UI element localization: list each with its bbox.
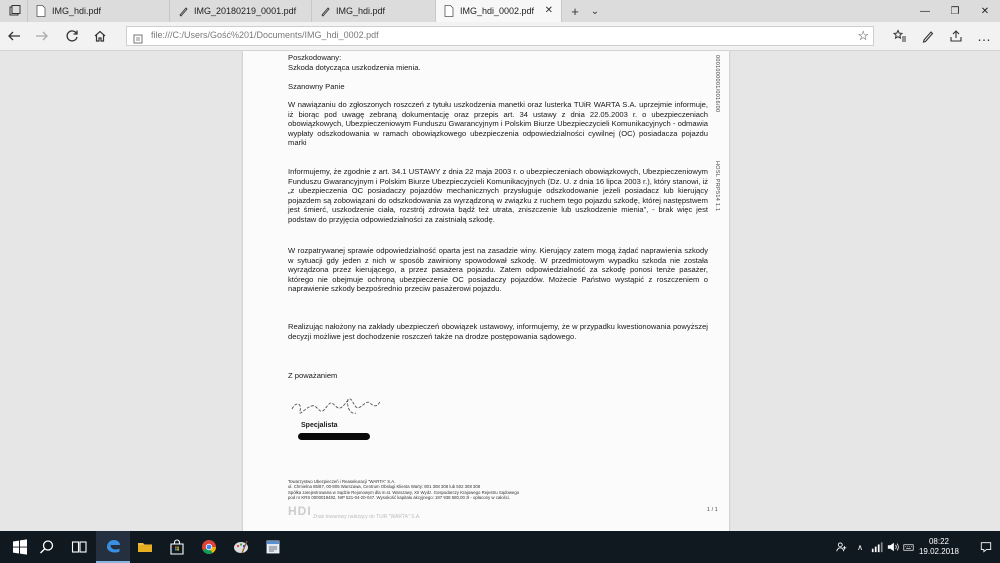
search-button[interactable] (30, 531, 64, 563)
task-view-icon (71, 539, 87, 555)
tab-img-hdi-1[interactable] (28, 0, 170, 22)
minimize-button[interactable]: — (920, 5, 930, 17)
paint-palette-icon (233, 539, 249, 555)
window-app-icon (265, 539, 281, 555)
clock-date: 19.02.2018 (918, 547, 960, 556)
footer-line: Towarzystwo Ubezpieczeń i Reasekuracji "WARTA" S.A. (288, 479, 396, 484)
pdf-page (243, 51, 729, 531)
back-arrow-icon (7, 29, 21, 43)
chrome-icon (201, 539, 217, 555)
recipient-label: Poszkodowany: (288, 53, 342, 62)
person-icon (836, 541, 848, 553)
pen-icon (178, 5, 188, 17)
tab-actions-button[interactable] (0, 0, 28, 22)
tab-preview-icon (9, 5, 21, 17)
close-tab-icon[interactable]: ✕ (544, 5, 553, 16)
back-button[interactable] (4, 26, 24, 46)
letter-greeting: Szanowny Panie (288, 82, 345, 91)
restore-button[interactable]: ❐ (950, 5, 960, 17)
search-icon (39, 539, 55, 555)
footer-line: Spółka zarejestrowana w Sądzie Rejonowym dla m.st. Warszawy, XII Wydz. Gospodarczy Krajowego Rejestru Sądowego (288, 489, 520, 495)
redaction-bar (298, 433, 370, 440)
tab-img-20180219[interactable] (170, 0, 312, 22)
action-center-button[interactable] (978, 531, 994, 563)
notes-button[interactable] (918, 26, 938, 46)
tab-list-chevron-icon[interactable]: ⌄ (590, 5, 600, 17)
footer-line: pod nr KRS 0000019482, NIP 521-04-20-047. Wysokość kapitału akcyjnego: 187 938 580,00 zł - opłacony w całości. (288, 495, 511, 501)
paragraph-1: W nawiązaniu do zgłoszonych roszczeń z tytułu uszkodzenia manetki oraz lusterka TUiR WARTA S.A. uprzejmie informuje, iż biorąc pod uwagę zebraną dokumentację oraz przepis art. 34 ustawy z dnia 22.05.2003 r. o ubezpieczeniach obowiązkowych, Ubezpieczeniowym Funduszu Gwarancyjnym i Polskim Biurze Ubezpieczycieli Komunikacyjnych - odmawia wypłaty odszkodowania w ramach obowiązkowego ubezpieczenia odpowiedzialności cywilnej (OC) posiadacza pojazdu marki (288, 100, 708, 148)
tab-label: IMG_hdi.pdf (336, 6, 386, 16)
file-explorer-app[interactable] (128, 531, 162, 563)
side-code-mid: HOSL PRP514 1.1 (714, 161, 720, 212)
navigation-bar (0, 22, 1000, 51)
url-text: file:///C:/Users/Gość%201/Documents/IMG_hdi_0002.pdf (151, 30, 379, 40)
favorite-star-icon[interactable]: ☆ (857, 28, 869, 43)
clock[interactable] (914, 537, 964, 557)
people-icon[interactable] (835, 531, 849, 563)
side-code-top: 0001000001/0016/00 (714, 55, 720, 113)
store-bag-icon (169, 539, 185, 555)
forward-button[interactable] (32, 26, 52, 46)
pdf-icon (36, 5, 46, 17)
clock-time: 08:22 (928, 537, 950, 546)
paragraph-2: Informujemy, że zgodnie z art. 34.1 USTAWY z dnia 22 maja 2003 r. o ubezpieczeniach obowiązkowych, Ubezpieczeniowym Funduszu Gwarancyjnym i Polskim Biurze Ubezpieczycieli Komunikacyjnych (Dz. U. z dnia 16 lipca 2003 r.), który stanowi, iż „z ubezpieczenia OC posiadaczy pojazdów mechanicznych przysługuje odszkodowanie jeżeli posiadacz lub kierujący pojazdem są zobowiązani do odszkodowania za wyrządzoną w związku z ruchem tego pojazdu szkodę, której następstwem jest śmierć, uszkodzenie ciała, rozstrój zdrowia bądź też utrata, zniszczenie lub uszkodzenie mienia”, - brak więc jest podstaw do przyjęcia odpowiedzialności za zaistniałą szkodę. (288, 167, 708, 224)
file-icon (133, 31, 143, 41)
share-icon (949, 29, 963, 43)
paragraph-4: Realizując nałożony na zakłady ubezpieczeń obowiązek ustawowy, informujemy, że w przypadku kwestionowania powyższej decyzji możliwe jest dochodzenie roszczeń także na drodze postępowania sądowego. (288, 322, 708, 341)
forward-arrow-icon (35, 29, 49, 43)
tab-bar (0, 0, 1000, 23)
speaker-icon (887, 541, 899, 553)
signer-title: Specjalista (301, 422, 338, 429)
store-app[interactable] (160, 531, 194, 563)
windows-logo-icon (12, 539, 28, 555)
favorites-button[interactable] (890, 26, 910, 46)
signature-graphic (288, 395, 418, 419)
volume-icon[interactable] (886, 531, 900, 563)
notification-icon (980, 541, 992, 553)
network-icon[interactable] (870, 531, 884, 563)
tab-img-hdi-2[interactable] (312, 0, 436, 22)
letter-subject: Szkoda dotycząca uszkodzenia mienia. (288, 63, 421, 72)
network-bars-icon (871, 541, 883, 553)
scanner-app[interactable] (256, 531, 290, 563)
paint-app[interactable] (224, 531, 258, 563)
pen-icon (921, 29, 935, 43)
tab-label: IMG_hdi_0002.pdf (460, 6, 535, 16)
folder-icon (137, 539, 153, 555)
edge-icon (105, 538, 121, 554)
tab-label: IMG_hdi.pdf (52, 6, 102, 16)
hdi-logo: HDI (288, 504, 312, 518)
paragraph-3: W rozpatrywanej sprawie odpowiedzialność oparta jest na zasadzie winy. Kierujący zatem mogą żądać naprawienia szkody w sytuacji gdy jeden z nich w sposób zawiniony spowodował szkodę. W przedmiotowym wypadku szkoda nie została wyrządzona przez kierującego, a przez pasażera pojazdu. Zatem odpowiedzialność za szkodę ponosi tenże pasażer, którego nie obejmuje ochroną ubezpieczenie OC posiadaczy pojazdów. Możecie Państwo wystąpić z roszczeniem o naprawienie szkody bezpośrednio przeciw pasażerowi pojazdu. (288, 246, 708, 294)
more-options-button[interactable]: … (977, 28, 991, 44)
refresh-button[interactable] (62, 26, 82, 46)
keyboard-layout-icon (903, 542, 914, 553)
chrome-app[interactable] (192, 531, 226, 563)
page-number: 1 / 1 (707, 507, 718, 513)
home-icon (93, 29, 107, 43)
refresh-icon (65, 29, 79, 43)
tab-img-hdi-0002[interactable] (436, 0, 562, 22)
letter-footer (288, 479, 628, 501)
taskbar (0, 531, 1000, 563)
address-bar[interactable] (126, 26, 874, 46)
show-hidden-icons-button[interactable]: ∧ (857, 542, 863, 552)
pen-icon (320, 5, 330, 17)
edge-app[interactable] (96, 531, 130, 563)
close-window-button[interactable]: ✕ (980, 5, 990, 17)
tab-label: IMG_20180219_0001.pdf (194, 6, 297, 16)
keyboard-icon[interactable] (902, 531, 914, 563)
task-view-button[interactable] (62, 531, 96, 563)
favorites-list-icon (893, 29, 907, 43)
closing: Z poważaniem (288, 371, 338, 380)
new-tab-button[interactable]: + (571, 3, 579, 19)
pdf-icon (444, 5, 454, 17)
home-button[interactable] (90, 26, 110, 46)
footer-line: ul. Chmielna 85/87, 00-805 Warszawa, Centrum Obsługi Klienta Warty: 801 308 308 lub 502 308 308 (288, 484, 481, 490)
pdf-viewer[interactable] (0, 51, 1000, 531)
brand-note: Znak towarowy należący do TUiR "WARTA" S.A. (313, 514, 421, 520)
share-button[interactable] (946, 26, 966, 46)
